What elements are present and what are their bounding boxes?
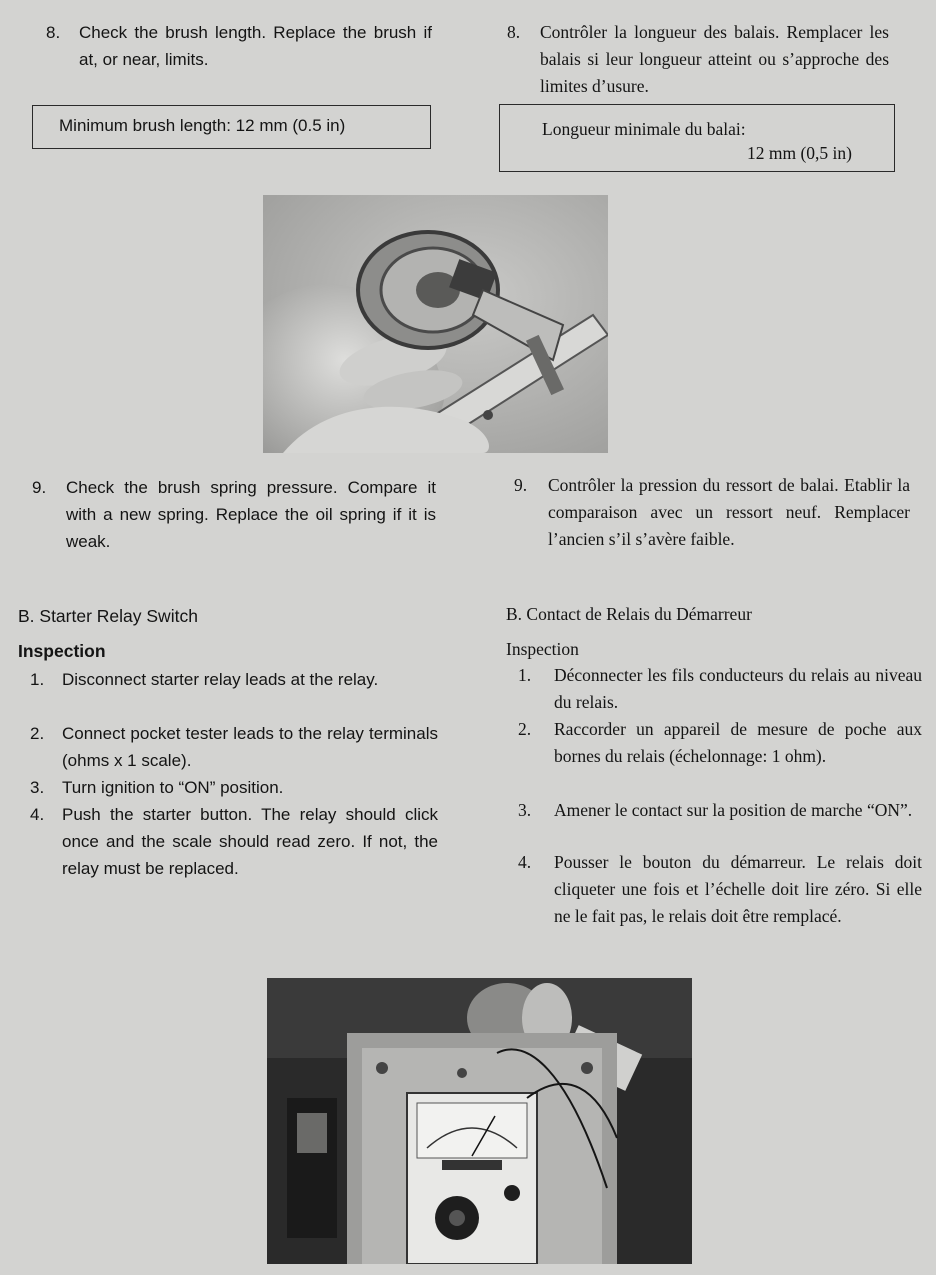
step-number: 1.: [518, 665, 532, 685]
step-number: 8.: [46, 23, 61, 42]
step-text: Contrôler la longueur des balais. Remplacer les balais si leur longueur atteint ou s’approche des limites d’usure.: [540, 22, 889, 96]
step-text: Check the brush length. Replace the brush if at, or near, limits.: [79, 23, 432, 69]
step-text: Déconnecter les fils conducteurs du relais au niveau du relais.: [554, 665, 922, 712]
spec-text: Minimum brush length: 12 mm (0.5 in): [59, 116, 346, 135]
spec-value: 12 mm (0,5 in): [747, 143, 852, 163]
step-text: Pousser le bouton du démarreur. Le relais doit cliqueter une fois et l’échelle doit lire zéro. Si elle ne le fait pas, le relais doit être remplacé.: [554, 852, 922, 926]
step-number: 2.: [518, 719, 532, 739]
spec-label: Longueur minimale du balai:: [542, 119, 746, 139]
section-title: B. Starter Relay Switch: [18, 606, 198, 626]
step-text: Turn ignition to “ON” position.: [62, 778, 284, 797]
subheading: Inspection: [18, 641, 106, 661]
fr-spec-box: [499, 104, 895, 172]
step-number: 8.: [507, 22, 521, 42]
step-number: 3.: [518, 800, 532, 820]
step-number: 4.: [518, 852, 532, 872]
step-number: 3.: [30, 778, 45, 797]
step-number: 1.: [30, 670, 45, 689]
step-text: Check the brush spring pressure. Compare it with a new spring. Replace the oil spring if it is weak.: [66, 478, 436, 551]
step-text: Raccorder un appareil de mesure de poche aux bornes du relais (échelonnage: 1 ohm).: [554, 719, 922, 766]
step-number: 4.: [30, 805, 45, 824]
step-text: Amener le contact sur la position de marche “ON”.: [554, 800, 913, 820]
step-number: 9.: [514, 475, 528, 495]
step-text: Contrôler la pression du ressort de balai. Etablir la comparaison avec un ressort neuf. Remplacer l’ancien s’il s’avère faible.: [548, 475, 910, 549]
step-text: Connect pocket tester leads to the relay terminals (ohms x 1 scale).: [62, 724, 438, 770]
en-spec-box: [32, 105, 431, 149]
brush-measurement-photo: [263, 195, 608, 453]
step-text: Push the starter button. The relay should click once and the scale should read zero. If not, the relay must be replaced.: [62, 805, 438, 878]
section-title: B. Contact de Relais du Démarreur: [506, 604, 752, 624]
step-number: 9.: [32, 478, 47, 497]
step-text: Disconnect starter relay leads at the relay.: [62, 670, 379, 689]
step-number: 2.: [30, 724, 45, 743]
subheading: Inspection: [506, 639, 579, 659]
relay-tester-photo: [267, 978, 692, 1264]
